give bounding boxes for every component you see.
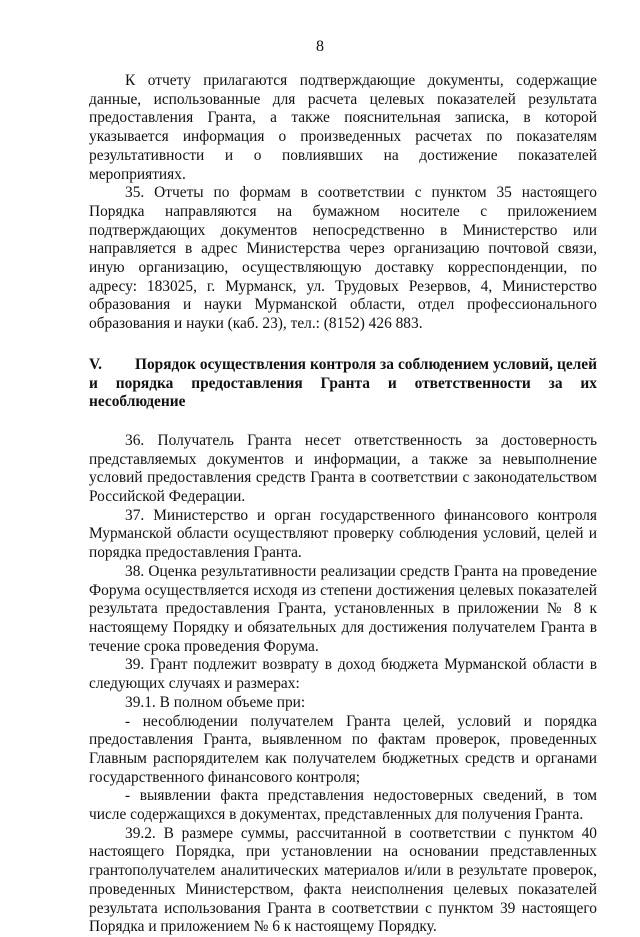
section-heading [89, 356, 597, 412]
paragraph-report-attachments: К отчету прилагаются подтверждающие документы, содержащие данные, использованные для расчета целевых показателей результата предоставления Гранта, а также пояснительная записка, в которой указывается информация о произведенных расчетах по показателям результативности и о повлиявших на достижение показателей мероприятиях. [89, 72, 597, 183]
section-number: V. [89, 355, 102, 373]
document-body [89, 72, 597, 937]
list-item-noncompliance: - несоблюдении получателем Гранта целей, условий и порядка предоставления Гранта, выявленном по фактам проверок, проведенных Главным распорядителем как получателем бюджетных средств и органами государственного финансового контроля; [89, 712, 597, 786]
paragraph-39: 39. Грант подлежит возврату в доход бюджета Мурманской области в следующих случаях и размерах: [89, 656, 597, 693]
paragraph-36: 36. Получатель Гранта несет ответственность за достоверность представляемых документов и информации, а также за невыполнение условий предоставления средств Гранта в соответствии с законодательством Российской Федерации. [89, 431, 597, 506]
paragraph-39-1: 39.1. В полном объеме при: [125, 693, 306, 711]
page-number: 8 [316, 38, 324, 55]
paragraph-35: 35. Отчеты по формам в соответствии с пунктом 35 настоящего Порядка направляются на бумажном носителе с приложением подтверждающих документов непосредственно в Министерство или направляется в адрес Министерства через организацию почтовой связи, иную организацию, осуществляющую доставку корреспонденции, по адресу: 183025, г. Мурманск, ул. Трудовых Резервов, 4, Министерство образования и науки Мурманской области, отдел профессионального образования и науки (каб. 23), тел.: (8152) 426 883. [89, 184, 597, 333]
section-title: Порядок осуществления контроля за соблюдением условий, целей и порядка предоставления Гранта и ответственности за их несоблюдение [89, 355, 597, 411]
paragraph-39-2: 39.2. В размере суммы, рассчитанной в соответствии с пунктом 40 настоящего Порядка, при установлении на основании представленных грантополучателем аналитических материалов и/или в результате проверок, проведенных Министерством, факта неисполнения целевых показателей результата использования Гранта в соответствии с пунктом 39 настоящего Порядка и приложением № 6 к настоящему Порядку. [89, 824, 597, 936]
paragraph-37: 37. Министерство и орган государственного финансового контроля Мурманской области осуществляют проверку соблюдения условий, целей и порядка предоставления Гранта. [89, 506, 597, 562]
list-item-false-information: - выявлении факта представления недостоверных сведений, в том числе содержащихся в документах, представленных для получения Гранта. [89, 787, 597, 824]
paragraph-38: 38. Оценка результативности реализации средств Гранта на проведение Форума осуществляется исходя из степени достижения целевых показателей результата предоставления Гранта, установленных в приложении № 8 к настоящему Порядку и обязательных для достижения получателем Гранта в течение срока проведения Форума. [89, 562, 597, 655]
